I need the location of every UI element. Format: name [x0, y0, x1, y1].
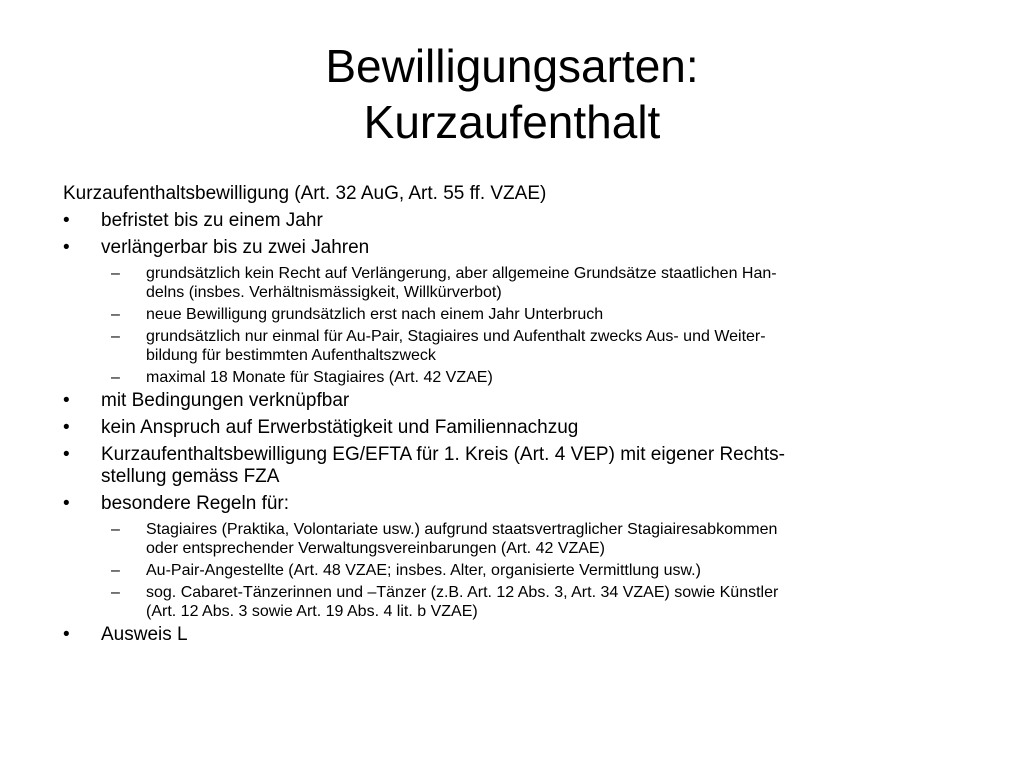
sub-item-2-4	[63, 368, 943, 387]
intro-line: Kurzaufenthaltsbewilligung (Art. 32 AuG, Art. 55 ff. VZAE)	[63, 183, 547, 204]
bullet-item-7	[63, 624, 943, 646]
bullet-item-2	[63, 237, 943, 259]
bullet-text: verlängerbar bis zu zwei Jahren	[101, 237, 370, 258]
bullet-text: besondere Regeln für:	[101, 493, 290, 514]
bullet-marker: •	[63, 493, 70, 514]
bullet-text: kein Anspruch auf Erwerbstätigkeit und Familiennachzug	[101, 417, 579, 438]
bullet-marker: •	[63, 444, 70, 465]
bullet-marker: •	[63, 417, 70, 438]
sub-text-line-2: (Art. 12 Abs. 3 sowie Art. 19 Abs. 4 lit. b VZAE)	[146, 603, 478, 620]
slide-title-line-1: Bewilligungsarten:	[325, 40, 699, 92]
bullet-text: mit Bedingungen verknüpfbar	[101, 390, 350, 411]
sub-text: maximal 18 Monate für Stagiaires (Art. 42 VZAE)	[146, 369, 493, 386]
sub-text-line-1: grundsätzlich kein Recht auf Verlängerung, aber allgemeine Grundsätze staatlichen Han-	[146, 265, 777, 282]
sub-item-2-2	[63, 305, 943, 324]
bullet-marker: •	[63, 390, 70, 411]
sub-item-6-2	[63, 561, 943, 580]
sub-text: Au-Pair-Angestellte (Art. 48 VZAE; insbes. Alter, organisierte Vermittlung usw.)	[146, 562, 701, 579]
slide-title	[0, 38, 1024, 150]
dash-marker: –	[111, 369, 120, 386]
bullet-item-6	[63, 493, 943, 515]
bullet-marker: •	[63, 210, 70, 231]
sub-text-line-2: bildung für bestimmten Aufenthaltszweck	[146, 347, 436, 364]
bullet-text-line-1: Kurzaufenthaltsbewilligung EG/EFTA für 1. Kreis (Art. 4 VEP) mit eigener Rechts-	[101, 444, 785, 465]
sub-text-line-1: grundsätzlich nur einmal für Au-Pair, Stagiaires und Aufenthalt zwecks Aus- und Weiter-	[146, 328, 766, 345]
bullet-item-4	[63, 417, 943, 439]
sub-text: neue Bewilligung grundsätzlich erst nach einem Jahr Unterbruch	[146, 306, 604, 323]
bullet-text: befristet bis zu einem Jahr	[101, 210, 323, 231]
sub-text-line-2: delns (insbes. Verhältnismässigkeit, Willkürverbot)	[146, 284, 502, 301]
sub-item-6-3	[63, 583, 943, 621]
sub-text-line-1: Stagiaires (Praktika, Volontariate usw.) aufgrund staatsvertraglicher Stagiairesabkommen	[146, 521, 778, 538]
dash-marker: –	[111, 521, 120, 538]
sub-text-line-1: sog. Cabaret-Tänzerinnen und –Tänzer (z.B. Art. 12 Abs. 3, Art. 34 VZAE) sowie Künstler	[146, 584, 779, 601]
dash-marker: –	[111, 584, 120, 601]
dash-marker: –	[111, 328, 120, 345]
bullet-item-5	[63, 444, 943, 488]
sub-item-2-3	[63, 327, 943, 365]
sub-item-2-1	[63, 264, 943, 302]
sub-text-line-2: oder entsprechender Verwaltungsvereinbarungen (Art. 42 VZAE)	[146, 540, 605, 557]
bullet-text: Ausweis L	[101, 624, 188, 645]
slide-body	[63, 182, 943, 651]
slide-title-line-2: Kurzaufenthalt	[363, 96, 661, 148]
dash-marker: –	[111, 562, 120, 579]
bullet-text-line-2: stellung gemäss FZA	[101, 466, 280, 487]
bullet-item-3	[63, 390, 943, 412]
dash-marker: –	[111, 306, 120, 323]
bullet-marker: •	[63, 624, 70, 645]
bullet-marker: •	[63, 237, 70, 258]
bullet-item-1	[63, 210, 943, 232]
dash-marker: –	[111, 265, 120, 282]
sub-item-6-1	[63, 520, 943, 558]
